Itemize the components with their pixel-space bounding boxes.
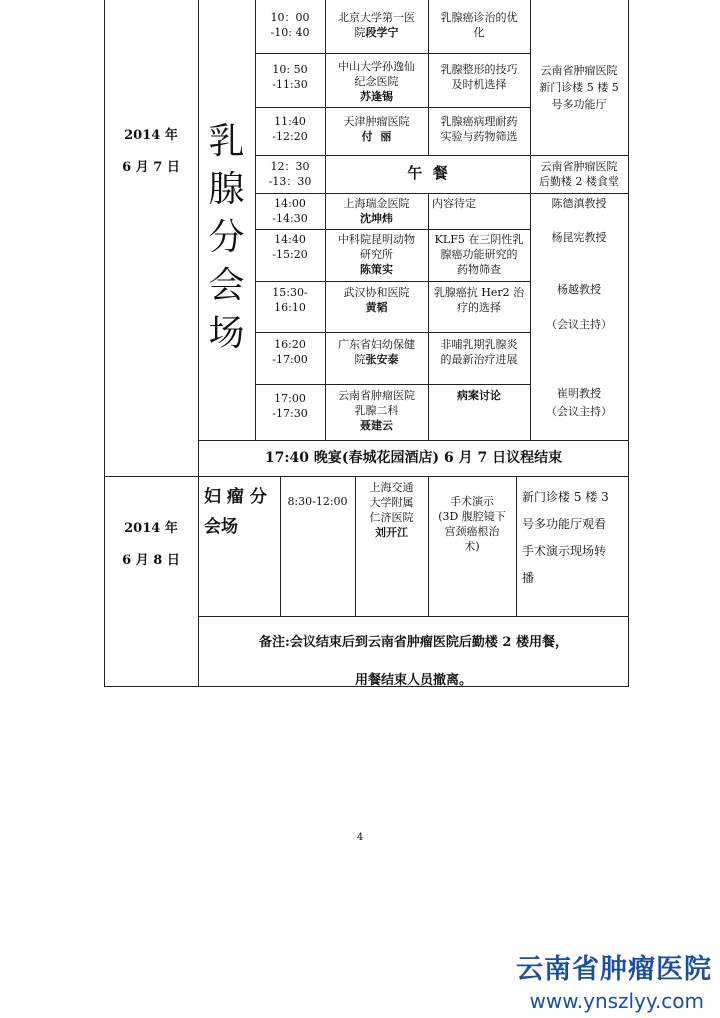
hospital-logo-name: 云南省肿瘤医院: [516, 954, 712, 985]
chair-4: 崔明教授: [557, 387, 601, 400]
chair-1: 陈德滇教授: [551, 197, 607, 210]
dinner-row: 17:40 晚宴(春城花园酒店) 6 月 7 日议程结束: [264, 450, 563, 466]
topic-cell: 乳腺整形的技巧 及时机选择: [440, 63, 518, 91]
day2-venue-title: 妇 瘤 分 会场: [204, 487, 267, 537]
chair-4-role: （会议主持）: [546, 405, 612, 418]
lunch-label: 午 餐: [407, 164, 448, 182]
page-number: 4: [356, 832, 364, 843]
day2-date-year: 2014 年: [124, 521, 178, 536]
lunch-venue: 云南省肿瘤医院 后勤楼 2 楼食堂: [539, 160, 619, 188]
topic-cell: 乳腺癌诊治的优 化: [440, 11, 518, 39]
day1-date-year: 2014 年: [124, 128, 178, 143]
day1-venue-title: 乳 腺 分 会 场: [208, 121, 245, 354]
morning-venue: 云南省肿瘤医院 新门诊楼 5 楼 5 号多功能厅: [539, 64, 619, 111]
lunch-time: 12：30 -13：30: [268, 160, 312, 188]
day1-date-day: 6 月 7 日: [122, 160, 180, 175]
table-row: 17:00 -17:30: [272, 392, 308, 420]
day2-date-day: 6 月 8 日: [122, 553, 180, 568]
table-row: 15:30- 16:10: [272, 286, 308, 314]
speaker-cell: 中山大学孙逸仙 纪念医院 苏逢锡: [325, 59, 428, 104]
table-row: 11:40 -12:20: [272, 115, 308, 143]
speaker-cell: 广东省妇幼保健 院张安泰: [338, 338, 415, 366]
hospital-url: www.ynszlyy.com: [529, 989, 704, 1013]
day2-topic: 手术演示 (3D 腹腔镜下 宫颈癌根治 术): [438, 495, 506, 553]
speaker-cell: 中科院昆明动物 研究所 陈策实: [325, 232, 428, 277]
topic-cell: 非哺乳期乳腺炎 的最新治疗进展: [440, 338, 518, 366]
table-row: 14:00 -14:30: [272, 197, 308, 225]
speaker-name: 陈策实: [360, 263, 393, 276]
speaker-name: 段学宁: [365, 26, 399, 39]
chair-3: 杨越教授: [557, 283, 601, 296]
table-row: 10：00 -10: 40: [270, 11, 310, 39]
speaker-name: 刘开江: [375, 526, 408, 539]
speaker-name: 聂建云: [360, 419, 393, 432]
day2-time: 8:30-12:00: [287, 495, 348, 508]
speaker-name: 苏逢锡: [360, 90, 393, 103]
speaker-name: 张安泰: [365, 353, 399, 366]
speaker-cell: 武汉协和医院 黄韬: [325, 285, 428, 315]
note: 备注:会议结束后到云南省肿瘤医院后勤楼 2 楼用餐， 用餐结束人员撤离。: [259, 635, 568, 688]
table-row: 14:40 -15:20: [272, 233, 308, 261]
topic-cell: 病案讨论: [457, 389, 501, 402]
speaker-cell: 云南省肿瘤医院 乳腺二科 聂建云: [325, 388, 428, 433]
chair-2: 杨昆宪教授: [551, 231, 607, 244]
speaker-cell: 上海瑞金医院 沈坤炜: [325, 196, 428, 226]
speaker-name: 沈坤炜: [360, 212, 393, 225]
topic-cell: 乳腺癌抗 Her2 治 疗的选择: [433, 286, 525, 314]
speaker-name: 付 丽: [361, 130, 392, 143]
day2-speaker: 上海交通 大学附属 仁济医院 刘开江: [355, 480, 428, 540]
topic-cell: 乳腺癌病理耐药 实验与药物筛选: [440, 115, 518, 143]
speaker-name: 黄韬: [365, 301, 388, 314]
speaker-cell: 北京大学第一医 院段学宁: [338, 11, 415, 39]
day2-venue: 新门诊楼 5 楼 3 号多功能厅观看 手术演示现场转 播: [522, 490, 609, 585]
table-row: 10: 50 -11:30: [272, 63, 308, 91]
chair-3-role: （会议主持）: [546, 318, 612, 331]
day2-date: [104, 513, 198, 577]
topic-cell: KLF5 在三阴性乳 腺癌功能研究的 药物筛查: [434, 233, 524, 276]
speaker-cell: 天津肿瘤医院 付 丽: [325, 114, 428, 144]
topic-cell: 内容待定: [432, 197, 476, 210]
table-row: 16:20 -17:00: [272, 338, 308, 366]
day1-date: [104, 120, 198, 184]
